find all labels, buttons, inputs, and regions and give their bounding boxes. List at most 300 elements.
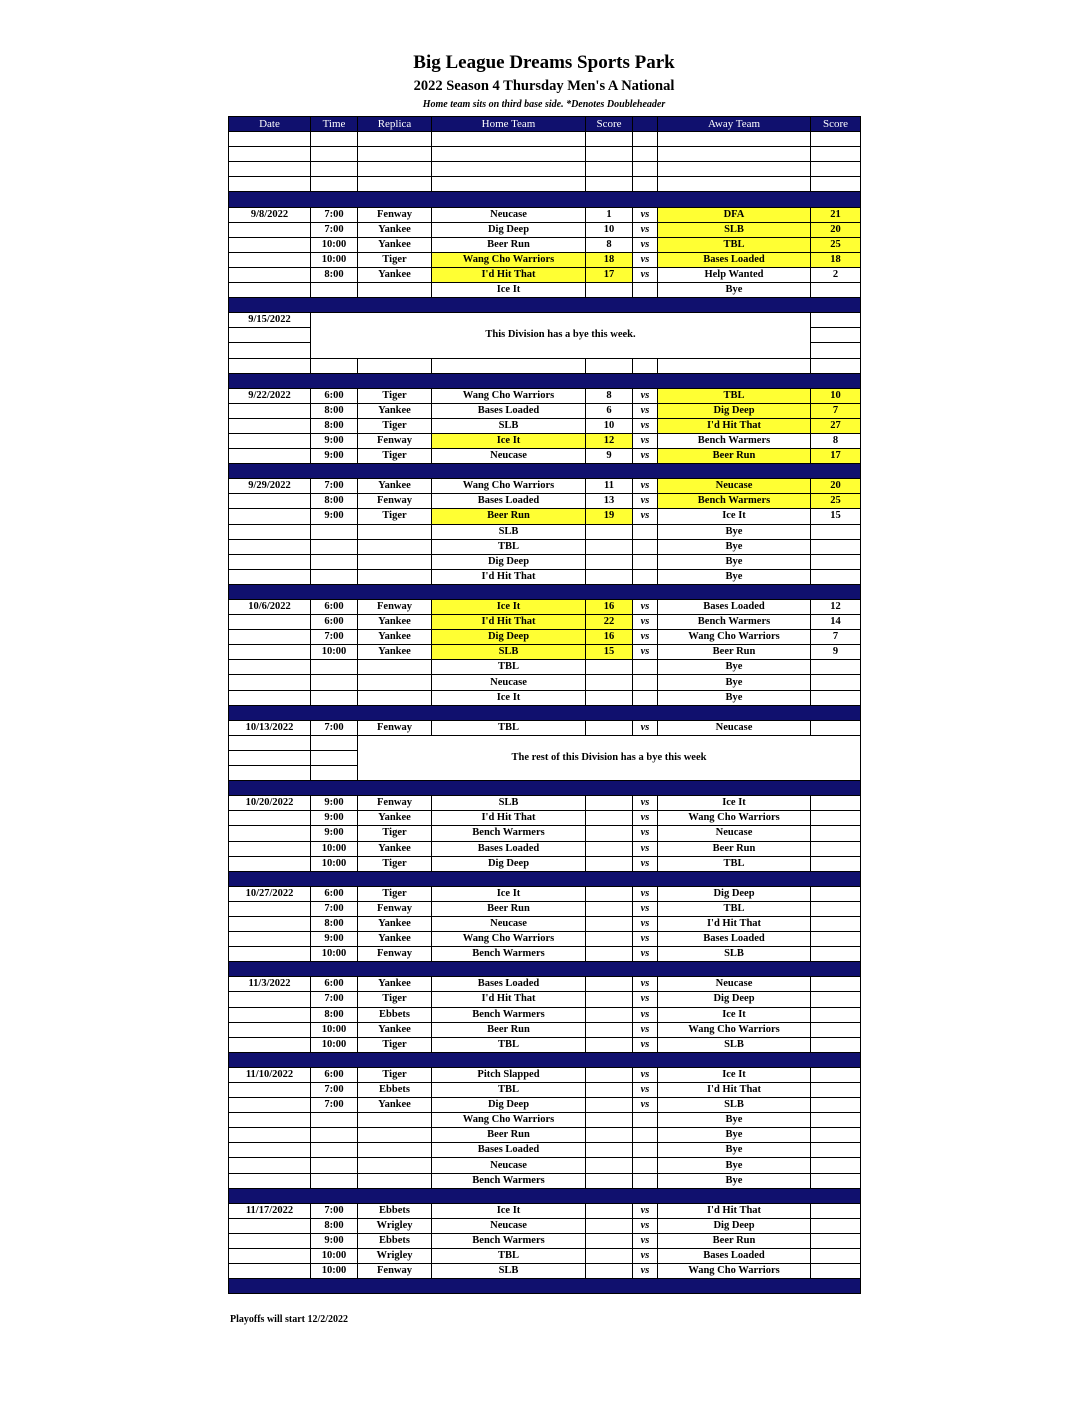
away-team-cell: Beer Run (658, 645, 811, 660)
vs-cell: vs (633, 645, 658, 660)
separator-cell (229, 962, 861, 977)
away-score-cell (811, 1022, 861, 1037)
playoffs-note: Playoffs will start 12/2/2022 (230, 1314, 349, 1325)
blank-cell (633, 147, 658, 162)
vs-cell: vs (633, 796, 658, 811)
home-score-cell (586, 554, 633, 569)
home-score-cell: 17 (586, 267, 633, 282)
time-cell: 6:00 (311, 388, 358, 403)
game-row (229, 252, 861, 267)
home-score-cell (586, 1249, 633, 1264)
home-team-cell: Dig Deep (432, 554, 586, 569)
replica-cell: Yankee (358, 479, 432, 494)
away-team-cell: SLB (658, 222, 811, 237)
away-team-cell: Wang Cho Warriors (658, 630, 811, 645)
vs-cell: vs (633, 494, 658, 509)
game-row (229, 433, 861, 448)
vs-cell: vs (633, 1203, 658, 1218)
date-cell (229, 252, 311, 267)
game-row (229, 1022, 861, 1037)
away-score-cell (811, 916, 861, 931)
game-row (229, 1173, 861, 1188)
replica-cell (358, 1158, 432, 1173)
home-team-cell: Beer Run (432, 1022, 586, 1037)
date-cell (229, 1113, 311, 1128)
home-score-cell (586, 1022, 633, 1037)
date-cell (229, 1098, 311, 1113)
date-cell (229, 1143, 311, 1158)
replica-cell: Tiger (358, 1037, 432, 1052)
time-cell: 7:00 (311, 630, 358, 645)
game-row (229, 1158, 861, 1173)
column-header-away-score: Score (811, 117, 861, 132)
vs-cell: vs (633, 932, 658, 947)
blank-cell (229, 177, 311, 192)
home-score-cell: 8 (586, 237, 633, 252)
week-separator-row (229, 781, 861, 796)
date-cell (229, 237, 311, 252)
game-row (229, 675, 861, 690)
away-score-cell (811, 841, 861, 856)
home-team-cell: TBL (432, 660, 586, 675)
time-cell: 7:00 (311, 1098, 358, 1113)
blank-cell (229, 766, 311, 781)
column-header-away-team: Away Team (658, 117, 811, 132)
home-team-cell: Neucase (432, 675, 586, 690)
time-cell: 10:00 (311, 237, 358, 252)
away-score-cell (811, 992, 861, 1007)
home-score-cell (586, 569, 633, 584)
time-cell: 8:00 (311, 403, 358, 418)
blank-cell (658, 162, 811, 177)
blank-cell (358, 177, 432, 192)
away-score-cell (811, 1067, 861, 1082)
away-score-cell (811, 1173, 861, 1188)
away-score-cell (811, 675, 861, 690)
replica-cell: Yankee (358, 237, 432, 252)
home-team-cell: Beer Run (432, 509, 586, 524)
game-row (229, 569, 861, 584)
blank-cell (311, 132, 358, 147)
replica-cell: Fenway (358, 600, 432, 615)
replica-cell: Tiger (358, 992, 432, 1007)
vs-cell: vs (633, 1233, 658, 1248)
away-score-cell (811, 1143, 861, 1158)
date-cell (229, 811, 311, 826)
replica-cell: Yankee (358, 615, 432, 630)
blank-cell (229, 147, 311, 162)
away-score-cell: 18 (811, 252, 861, 267)
home-team-cell: Bench Warmers (432, 1007, 586, 1022)
date-cell (229, 992, 311, 1007)
away-score-cell: 2 (811, 267, 861, 282)
away-score-cell (811, 1249, 861, 1264)
week-separator-row (229, 584, 861, 599)
game-row (229, 992, 861, 1007)
vs-cell: vs (633, 992, 658, 1007)
away-score-cell (811, 1218, 861, 1233)
home-team-cell: Bases Loaded (432, 1143, 586, 1158)
time-cell: 7:00 (311, 222, 358, 237)
blank-row (229, 132, 861, 147)
game-row (229, 1264, 861, 1279)
home-score-cell (586, 992, 633, 1007)
vs-cell: vs (633, 433, 658, 448)
away-team-cell: Dig Deep (658, 1218, 811, 1233)
separator-cell (229, 781, 861, 796)
blank-row (229, 177, 861, 192)
date-cell (229, 403, 311, 418)
game-row (229, 539, 861, 554)
away-score-cell: 12 (811, 600, 861, 615)
date-cell (229, 509, 311, 524)
time-cell: 10:00 (311, 1037, 358, 1052)
home-score-cell (586, 856, 633, 871)
vs-cell: vs (633, 1067, 658, 1082)
home-score-cell (586, 1203, 633, 1218)
vs-cell: vs (633, 1022, 658, 1037)
time-cell (311, 1158, 358, 1173)
game-row (229, 1218, 861, 1233)
separator-cell (229, 1279, 861, 1294)
blank-cell (658, 147, 811, 162)
date-cell (229, 222, 311, 237)
game-row (229, 841, 861, 856)
replica-cell (358, 660, 432, 675)
game-row (229, 720, 861, 735)
week-separator-row (229, 464, 861, 479)
away-team-cell: DFA (658, 207, 811, 222)
home-score-cell (586, 1007, 633, 1022)
away-score-cell (811, 569, 861, 584)
column-header-date: Date (229, 117, 311, 132)
home-score-cell: 1 (586, 207, 633, 222)
away-score-cell (811, 977, 861, 992)
time-cell: 6:00 (311, 886, 358, 901)
home-team-cell: I'd Hit That (432, 615, 586, 630)
home-score-cell (586, 1264, 633, 1279)
replica-cell: Fenway (358, 207, 432, 222)
game-row (229, 1128, 861, 1143)
replica-cell (358, 569, 432, 584)
home-score-cell: 18 (586, 252, 633, 267)
away-score-cell (811, 811, 861, 826)
time-cell: 8:00 (311, 916, 358, 931)
blank-cell (229, 750, 311, 765)
replica-cell (358, 690, 432, 705)
game-row (229, 283, 861, 298)
blank-cell (229, 162, 311, 177)
game-row (229, 796, 861, 811)
game-row (229, 418, 861, 433)
away-team-cell: SLB (658, 1098, 811, 1113)
week-separator-row (229, 1188, 861, 1203)
schedule-body (229, 132, 861, 1294)
separator-cell (229, 705, 861, 720)
game-row (229, 600, 861, 615)
vs-cell: vs (633, 977, 658, 992)
date-cell (229, 630, 311, 645)
game-row (229, 1007, 861, 1022)
home-team-cell: Bases Loaded (432, 841, 586, 856)
home-team-cell: TBL (432, 1083, 586, 1098)
away-team-cell: Bye (658, 1128, 811, 1143)
home-team-cell: Neucase (432, 1218, 586, 1233)
vs-cell (633, 283, 658, 298)
time-cell (311, 539, 358, 554)
home-score-cell (586, 947, 633, 962)
home-score-cell: 9 (586, 449, 633, 464)
replica-cell: Yankee (358, 645, 432, 660)
replica-cell: Fenway (358, 1264, 432, 1279)
date-cell (229, 418, 311, 433)
home-team-cell: Wang Cho Warriors (432, 932, 586, 947)
week-separator-row (229, 192, 861, 207)
home-team-cell: Wang Cho Warriors (432, 479, 586, 494)
game-row (229, 660, 861, 675)
game-row (229, 886, 861, 901)
date-cell: 9/29/2022 (229, 479, 311, 494)
game-row (229, 207, 861, 222)
date-cell: 11/10/2022 (229, 1067, 311, 1082)
game-row (229, 1203, 861, 1218)
game-row (229, 222, 861, 237)
schedule-table (228, 116, 861, 1294)
blank-cell (811, 132, 861, 147)
blank-cell (633, 132, 658, 147)
date-cell (229, 1264, 311, 1279)
away-score-cell (811, 901, 861, 916)
date-cell: 11/17/2022 (229, 1203, 311, 1218)
replica-cell (358, 283, 432, 298)
time-cell (311, 1173, 358, 1188)
home-team-cell: Bench Warmers (432, 826, 586, 841)
game-row (229, 690, 861, 705)
vs-cell: vs (633, 1098, 658, 1113)
week-separator-row (229, 298, 861, 313)
game-row (229, 1083, 861, 1098)
home-score-cell (586, 901, 633, 916)
game-row (229, 811, 861, 826)
date-cell (229, 841, 311, 856)
vs-cell: vs (633, 811, 658, 826)
date-cell: 10/27/2022 (229, 886, 311, 901)
home-score-cell (586, 1158, 633, 1173)
date-cell (229, 569, 311, 584)
home-team-cell: TBL (432, 1037, 586, 1052)
away-team-cell: TBL (658, 388, 811, 403)
game-row (229, 267, 861, 282)
home-score-cell (586, 1083, 633, 1098)
home-score-cell (586, 1037, 633, 1052)
away-team-cell: Bench Warmers (658, 615, 811, 630)
home-team-cell: Wang Cho Warriors (432, 388, 586, 403)
home-team-cell: Beer Run (432, 901, 586, 916)
time-cell: 9:00 (311, 826, 358, 841)
home-score-cell (586, 675, 633, 690)
vs-cell: vs (633, 630, 658, 645)
away-score-cell: 14 (811, 615, 861, 630)
home-team-cell: Neucase (432, 207, 586, 222)
home-team-cell: Dig Deep (432, 222, 586, 237)
column-header-replica: Replica (358, 117, 432, 132)
vs-cell: vs (633, 600, 658, 615)
vs-cell (633, 1113, 658, 1128)
home-team-cell: Beer Run (432, 237, 586, 252)
separator-cell (229, 1052, 861, 1067)
away-score-cell: 7 (811, 403, 861, 418)
home-team-cell: SLB (432, 645, 586, 660)
replica-cell: Yankee (358, 932, 432, 947)
away-team-cell: I'd Hit That (658, 1083, 811, 1098)
home-score-cell: 15 (586, 645, 633, 660)
replica-cell: Yankee (358, 916, 432, 931)
home-team-cell: I'd Hit That (432, 992, 586, 1007)
time-cell: 7:00 (311, 479, 358, 494)
game-row (229, 554, 861, 569)
away-team-cell: Bye (658, 660, 811, 675)
away-score-cell: 25 (811, 237, 861, 252)
away-score-cell (811, 524, 861, 539)
column-header-vs (633, 117, 658, 132)
date-cell (229, 1218, 311, 1233)
date-cell (229, 660, 311, 675)
replica-cell: Tiger (358, 886, 432, 901)
bye-week-message: This Division has a bye this week. (311, 313, 811, 358)
date-cell: 9/15/2022 (229, 313, 311, 328)
time-cell: 9:00 (311, 932, 358, 947)
blank-cell (311, 750, 358, 765)
separator-cell (229, 298, 861, 313)
date-cell (229, 1128, 311, 1143)
date-cell: 11/3/2022 (229, 977, 311, 992)
home-score-cell: 11 (586, 479, 633, 494)
date-cell (229, 1233, 311, 1248)
replica-cell (358, 539, 432, 554)
replica-cell: Fenway (358, 947, 432, 962)
home-score-cell (586, 1113, 633, 1128)
vs-cell: vs (633, 479, 658, 494)
week-separator-row (229, 1279, 861, 1294)
game-row (229, 1249, 861, 1264)
date-cell (229, 932, 311, 947)
away-score-cell (811, 1083, 861, 1098)
home-team-cell: Wang Cho Warriors (432, 1113, 586, 1128)
blank-cell (229, 343, 311, 358)
time-cell: 6:00 (311, 615, 358, 630)
away-score-cell (811, 1203, 861, 1218)
home-score-cell (586, 1173, 633, 1188)
game-row (229, 615, 861, 630)
away-team-cell: I'd Hit That (658, 1203, 811, 1218)
replica-cell: Fenway (358, 901, 432, 916)
replica-cell: Yankee (358, 630, 432, 645)
home-score-cell (586, 811, 633, 826)
vs-cell: vs (633, 207, 658, 222)
date-cell (229, 901, 311, 916)
date-cell (229, 524, 311, 539)
replica-cell: Fenway (358, 720, 432, 735)
time-cell: 6:00 (311, 977, 358, 992)
time-cell (311, 1143, 358, 1158)
home-score-cell (586, 1128, 633, 1143)
home-team-cell: Dig Deep (432, 856, 586, 871)
week-separator-row (229, 373, 861, 388)
away-team-cell: Bench Warmers (658, 494, 811, 509)
time-cell: 8:00 (311, 418, 358, 433)
week-separator-row (229, 871, 861, 886)
away-score-cell: 20 (811, 222, 861, 237)
time-cell: 7:00 (311, 992, 358, 1007)
away-team-cell: TBL (658, 901, 811, 916)
home-score-cell: 12 (586, 433, 633, 448)
vs-cell: vs (633, 418, 658, 433)
date-cell (229, 1007, 311, 1022)
away-score-cell: 20 (811, 479, 861, 494)
away-score-cell: 8 (811, 433, 861, 448)
home-score-cell (586, 1067, 633, 1082)
date-cell (229, 1037, 311, 1052)
away-team-cell: Ice It (658, 1067, 811, 1082)
home-team-cell: Ice It (432, 283, 586, 298)
vs-cell: vs (633, 222, 658, 237)
blank-cell (586, 358, 633, 373)
game-row (229, 1143, 861, 1158)
game-row (229, 509, 861, 524)
game-row (229, 1067, 861, 1082)
replica-cell: Yankee (358, 267, 432, 282)
game-row (229, 449, 861, 464)
replica-cell: Fenway (358, 796, 432, 811)
away-team-cell: Wang Cho Warriors (658, 1264, 811, 1279)
vs-cell: vs (633, 388, 658, 403)
blank-cell (358, 147, 432, 162)
replica-cell: Tiger (358, 826, 432, 841)
vs-cell (633, 554, 658, 569)
vs-cell: vs (633, 1007, 658, 1022)
away-score-cell (811, 554, 861, 569)
replica-cell: Yankee (358, 403, 432, 418)
replica-cell: Tiger (358, 418, 432, 433)
separator-cell (229, 584, 861, 599)
vs-cell: vs (633, 916, 658, 931)
away-team-cell: Bases Loaded (658, 252, 811, 267)
blank-cell (811, 313, 861, 328)
away-score-cell (811, 1007, 861, 1022)
replica-cell: Wrigley (358, 1218, 432, 1233)
vs-cell: vs (633, 856, 658, 871)
vs-cell (633, 1143, 658, 1158)
time-cell: 10:00 (311, 856, 358, 871)
replica-cell: Yankee (358, 222, 432, 237)
replica-cell: Yankee (358, 811, 432, 826)
away-team-cell: Dig Deep (658, 886, 811, 901)
home-score-cell (586, 1143, 633, 1158)
date-cell (229, 1249, 311, 1264)
game-row (229, 947, 861, 962)
home-score-cell: 6 (586, 403, 633, 418)
date-cell: 9/22/2022 (229, 388, 311, 403)
home-team-cell: Bench Warmers (432, 947, 586, 962)
home-team-cell: Dig Deep (432, 1098, 586, 1113)
home-team-cell: Ice It (432, 690, 586, 705)
blank-cell (811, 177, 861, 192)
away-team-cell: I'd Hit That (658, 418, 811, 433)
home-team-cell: I'd Hit That (432, 811, 586, 826)
time-cell (311, 524, 358, 539)
away-score-cell (811, 1098, 861, 1113)
replica-cell (358, 1143, 432, 1158)
